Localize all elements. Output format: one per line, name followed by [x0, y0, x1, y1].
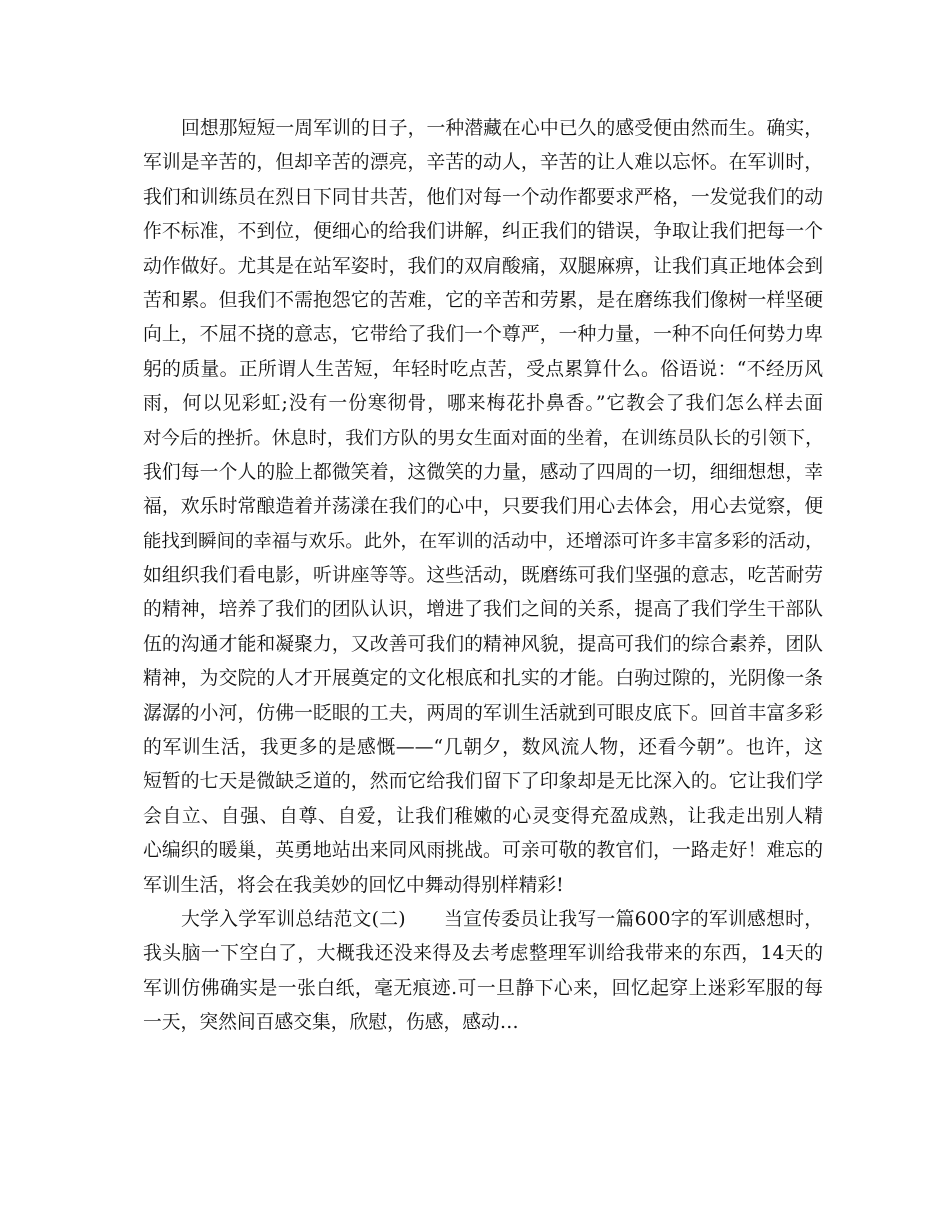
text-line: 能找到瞬间的幸福与欢乐。此外，在军训的活动中，还增添可许多丰富多彩的活动， [143, 530, 824, 552]
text-line: 如组织我们看电影，听讲座等等。这些活动，既磨练可我们坚强的意志，吃苦耐劳 [143, 565, 823, 587]
text-line: 我们和训练员在烈日下同甘共苦，他们对每一个动作都要求严格，一发觉我们的动 [143, 186, 823, 208]
text-line: 福，欢乐时常酿造着并荡漾在我们的心中，只要我们用心去体会，用心去觉察，便 [143, 496, 823, 518]
text-line: 雨，何以见彩虹;没有一份寒彻骨，哪来梅花扑鼻香。”它教会了我们怎么样去面 [143, 393, 823, 415]
text-line: 精神，为交院的人才开展奠定的文化根底和扎实的才能。白驹过隙的，光阴像一条 [143, 668, 823, 690]
text-line: 军训仿佛确实是一张白纸，毫无痕迹.可一旦静下心来，回忆起穿上迷彩军服的每 [143, 977, 823, 999]
text-line: 回想那短短一周军训的日子，一种潜藏在心中已久的感受便由然而生。确实， [181, 118, 823, 139]
text-line: 的精神，培养了我们的团队认识，增进了我们之间的关系，提高了我们学生干部队 [143, 599, 823, 621]
text-line: 心编织的暖巢，英勇地站出来同风雨挑战。可亲可敬的教官们，一路走好！难忘的 [143, 840, 823, 862]
text-line: 一天，突然间百感交集，欣慰，伤感，感动… [143, 1012, 519, 1034]
document-page [143, 112, 823, 1041]
text-line: 我们每一个人的脸上都微笑着，这微笑的力量，感动了四周的一切，细细想想，幸 [143, 461, 823, 483]
text-line: 伍的沟通才能和凝聚力，又改善可我们的精神风貌，提高可我们的综合素养，团队 [143, 633, 823, 655]
text-line: 短暂的七天是微缺乏道的，然而它给我们留下了印象却是无比深入的。它让我们学 [143, 771, 823, 793]
text-line: 军训是辛苦的，但却辛苦的漂亮，辛苦的动人，辛苦的让人难以忘怀。在军训时， [143, 152, 823, 174]
text-line: 苦和累。但我们不需抱怨它的苦难，它的辛苦和劳累，是在磨练我们像树一样坚硬 [143, 289, 823, 311]
text-line: 大学入学军训总结范文(二) 当宣传委员让我写一篇600字的军训感想时， [181, 908, 823, 930]
text-line: 对今后的挫折。休息时，我们方队的男女生面对面的坐着，在训练员队长的引领下， [143, 427, 824, 449]
text-line: 作不标准，不到位，便细心的给我们讲解，纠正我们的错误，争取让我们把每一个 [143, 221, 823, 243]
text-line: 会自立、自强、自尊、自爱，让我们稚嫩的心灵变得充盈成熟，让我走出别人精 [143, 805, 823, 827]
text-line: 向上，不屈不挠的意志，它带给了我们一个尊严，一种力量，一种不向任何势力卑 [143, 324, 823, 346]
paragraph-1 [143, 112, 823, 903]
text-line: 的军训生活，我更多的是感慨——“几朝夕，数风流人物，还看今朝”。也许，这 [143, 737, 823, 759]
text-line: 军训生活，将会在我美妙的回忆中舞动得别样精彩! [143, 874, 564, 896]
text-line: 动作做好。尤其是在站军姿时，我们的双肩酸痛，双腿麻痹，让我们真正地体会到 [143, 255, 823, 277]
text-line: 我头脑一下空白了，大概我还没来得及去考虑整理军训给我带来的东西，14天的 [143, 943, 823, 965]
text-line: 躬的质量。正所谓人生苦短，年轻时吃点苦，受点累算什么。俗语说：“不经历风 [143, 358, 823, 380]
text-line: 潺潺的小河，仿佛一眨眼的工夫，两周的军训生活就到可眼皮底下。回首丰富多彩 [143, 702, 823, 724]
paragraph-2 [143, 903, 823, 1041]
